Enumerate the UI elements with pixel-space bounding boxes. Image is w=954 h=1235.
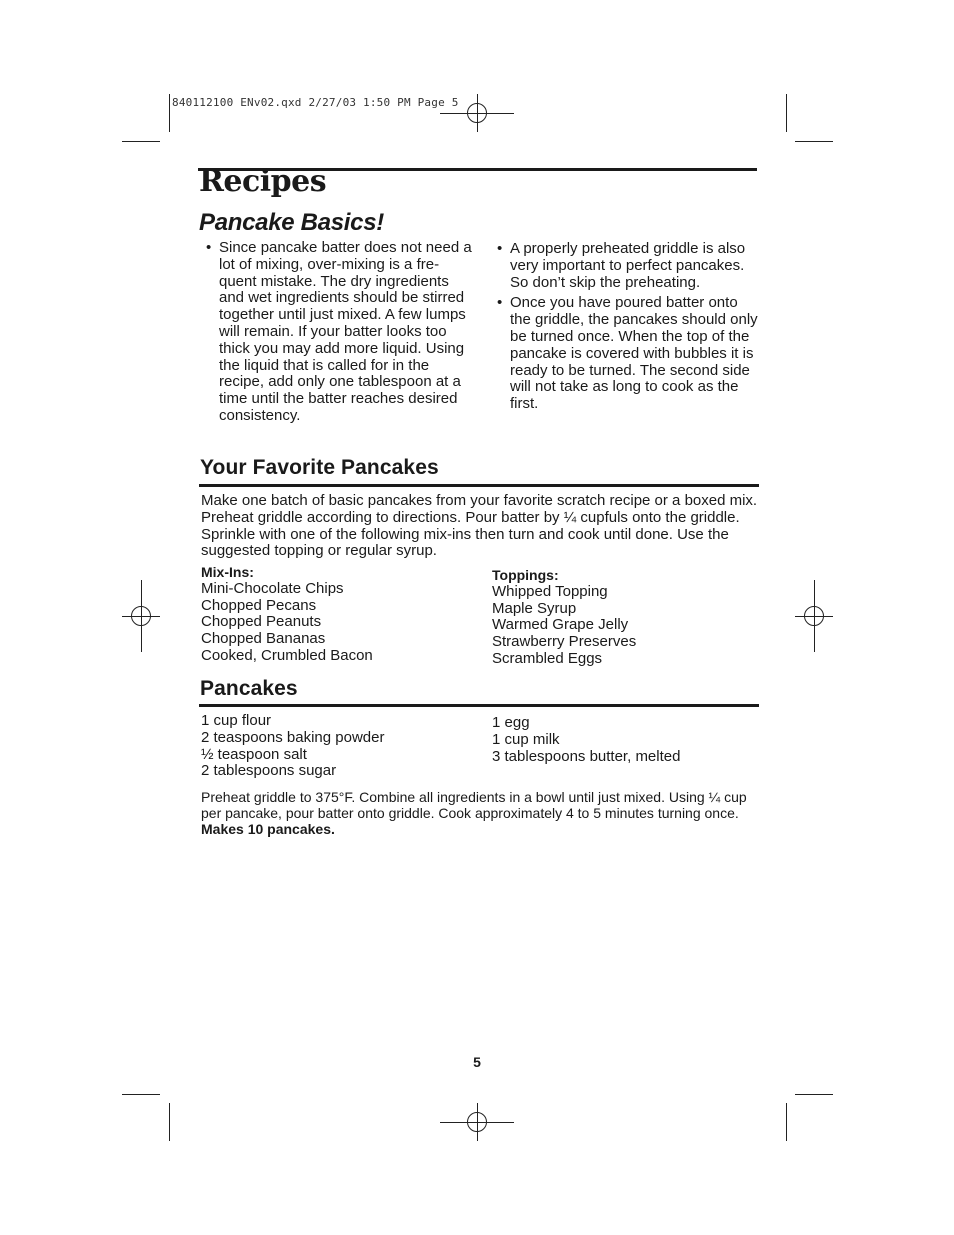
list-item: Mini-Chocolate Chips [201,579,344,597]
recipe-yield: Makes 10 pancakes. [201,821,335,838]
ingredients-left [201,713,384,780]
bullet-icon: • [206,239,212,256]
toppings-label: Toppings: [492,567,559,583]
registration-crosshair [795,616,833,617]
registration-crosshair [440,113,514,114]
crop-mark [795,1094,833,1095]
section-heading-pancakes: Pancakes [200,677,298,700]
bullet-icon: • [497,294,503,312]
method-text: Preheat griddle to 375°F. Combine all ingredients in a bowl until just mixed. Using ¼ cup per pancake, pour batter onto griddle. Cook approximately 4 to 5 minutes turning once. [201,789,747,822]
list-item [497,295,759,413]
bullet-text: A properly preheated griddle is also very important to perfect pancakes. So don’t skip the preheating. [510,240,746,291]
ingredient-item: 1 cup flour [201,712,272,729]
mixins-label: Mix-Ins: [201,564,254,580]
ingredients-right [492,715,680,765]
crop-mark [786,94,787,132]
print-slug: 840112100 ENv02.qxd 2/27/03 1:50 PM Page 5 [172,96,459,109]
crop-mark [786,1103,787,1141]
registration-crosshair [122,616,160,617]
recipe-method [201,789,761,838]
list-item: Scrambled Eggs [492,649,603,667]
ingredient-item: 3 tablespoons butter, melted [492,747,681,765]
bullet-text: Since pancake batter does not need a lot of mixing, over-mixing is a fre-quent mistake. The dry ingredients and wet ingredients should be stirred together until just mixed. A few lumps will remain. If your batter looks too thick you may add more liquid. Using the liquid that is called for in the recipe, add only one tablespoon at a time until the batter reaches desired consistency. [219,239,472,424]
ingredient-item: ½ teaspoon salt [201,745,307,763]
crop-mark [122,141,160,142]
list-item: Chopped Peanuts [201,613,322,631]
basics-bullets-right [497,241,759,417]
crop-mark [122,1094,160,1095]
list-item [206,240,474,425]
list-item: Cooked, Crumbled Bacon [201,646,373,664]
section-heading-favorite-pancakes: Your Favorite Pancakes [200,456,439,479]
page-number: 5 [473,1054,481,1070]
list-item: Chopped Pecans [201,596,317,614]
ingredient-item: 2 tablespoons sugar [201,762,337,780]
favorite-intro: Make one batch of basic pancakes from your favorite scratch recipe or a boxed mix. Preheat griddle according to directions. Pour batter by ¼ cupfuls onto the griddle. Sprinkle with one of the following mix-ins then turn and cook until done. Use the suggested topping or regular syrup. [201,492,758,560]
list-item: Warmed Grape Jelly [492,616,629,634]
section-rule [199,484,759,487]
bullet-icon: • [497,240,503,257]
list-item: Chopped Bananas [201,630,326,648]
crop-mark [169,1103,170,1141]
ingredient-item: 1 egg [492,714,530,731]
list-item: Whipped Topping [492,582,608,600]
toppings-list [492,567,636,668]
bullet-text: Once you have poured batter onto the griddle, the pancakes should only be turned once. When the top of the pancake is covered with bubbles it is ready to be turned. The second side will not take as long to cook as the first. [510,294,758,413]
crop-mark [169,94,170,132]
basics-bullets-left [206,240,474,429]
ingredient-item: 2 teaspoons baking powder [201,728,385,746]
list-item [497,241,759,291]
section-subtitle-pancake-basics: Pancake Basics! [199,209,384,236]
list-item: Maple Syrup [492,599,577,617]
ingredient-item: 1 cup milk [492,730,560,748]
list-item: Strawberry Preserves [492,633,637,651]
crop-mark [795,141,833,142]
page-title: Recipes [199,164,327,199]
section-rule [199,704,759,707]
mixins-list [201,564,373,665]
registration-crosshair [440,1122,514,1123]
